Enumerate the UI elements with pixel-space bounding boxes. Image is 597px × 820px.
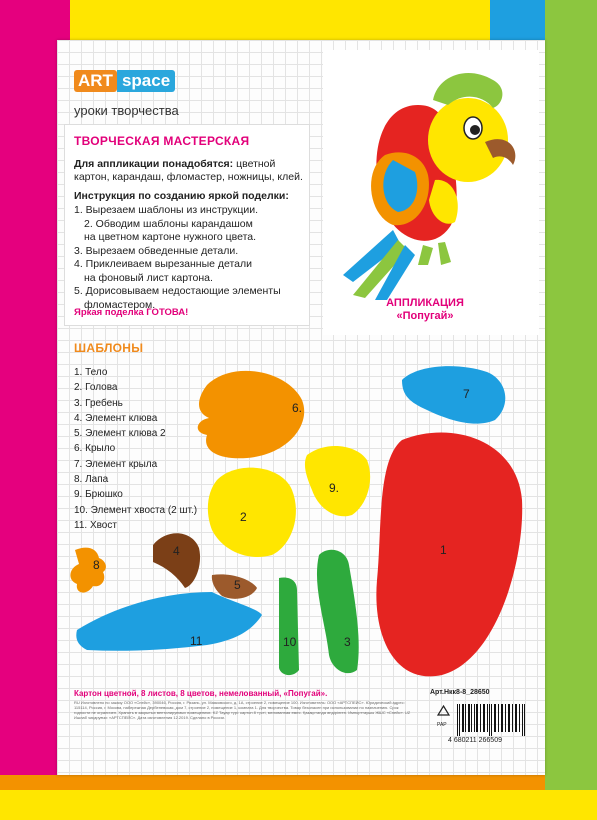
template-item: 1. Тело bbox=[74, 367, 108, 378]
brand-tagline: уроки творчества bbox=[74, 103, 179, 118]
piece-number-9: 9. bbox=[329, 481, 340, 495]
green-sheet bbox=[545, 0, 597, 820]
piece-number-3: 3 bbox=[344, 635, 351, 649]
instruction-step: на фоновый лист картона. bbox=[84, 271, 213, 284]
template-item: 7. Элемент крыла bbox=[74, 458, 158, 470]
piece-number-4: 4 bbox=[173, 544, 180, 558]
materials-list: цветной картон, карандаш, фломастер, ножницы, клей. bbox=[74, 158, 303, 183]
recycle-icon bbox=[436, 704, 451, 730]
svg-text:PAP: PAP bbox=[437, 722, 447, 728]
template-foot bbox=[70, 548, 106, 593]
materials-text bbox=[74, 158, 306, 184]
instruction-step: 2. Обводим шаблоны карандашом bbox=[84, 217, 253, 230]
template-item: 3. Гребень bbox=[74, 397, 123, 409]
template-body bbox=[376, 433, 522, 677]
template-item: 9. Брюшко bbox=[74, 489, 123, 501]
template-item: 11. Хвост bbox=[74, 519, 117, 531]
template-wing bbox=[198, 371, 304, 458]
template-head bbox=[208, 468, 296, 557]
template-item: 5. Элемент клюва 2 bbox=[74, 428, 166, 440]
piece-number-6: 6. bbox=[292, 401, 303, 415]
template-item: 8. Лапа bbox=[74, 474, 109, 486]
article-number: Арт.Нкк8-8_28650 bbox=[430, 689, 490, 696]
brand-logo bbox=[74, 70, 175, 92]
template-item: 10. Элемент хвоста (2 шт.) bbox=[74, 504, 198, 516]
template-item: 2. Голова bbox=[74, 382, 118, 394]
template-item: 4. Элемент клюва bbox=[74, 412, 158, 424]
piece-number-5: 5 bbox=[234, 578, 241, 592]
instruction-step: 3. Вырезаем обведенные детали. bbox=[74, 244, 239, 257]
ready-text: Яркая поделка ГОТОВА! bbox=[74, 307, 189, 318]
piece-number-8: 8 bbox=[93, 558, 100, 572]
barcode-icon bbox=[455, 704, 527, 736]
template-tail bbox=[76, 592, 262, 651]
template-shapes bbox=[57, 340, 545, 685]
template-crest bbox=[317, 550, 359, 673]
instruction-step: 1. Вырезаем шаблоны из инструкции. bbox=[74, 204, 259, 216]
instruction-step: фломастером. bbox=[84, 298, 156, 311]
piece-number-7: 7 bbox=[463, 387, 470, 401]
instruction-step: 4. Приклеиваем вырезанные детали bbox=[74, 258, 253, 270]
logo-art: ART bbox=[74, 70, 117, 92]
parrot-photo bbox=[323, 50, 539, 335]
legal-fine-print: RU Изготовлено по заказу ООО «Спейс», 390046, Россия, г. Рязань, ул. Маяковского, д. 1А, строение 2, помещение 100. Изготовитель: ООО «АРТСПЕЙС». Юридический адрес: 115114, Россия, г. Москва, набережная Дербеневская, дом 7, строение 2, помещение 1, комната 1. Для творчества. Товар безопасен при использовании по назначению. Срок годности не ограничен. Хранить в закрытых вентилируемых помещениях. KZ Тауар түрі: картон 8 түсті, мелованная емес. Қазақстанда өндірілген. Импорттаушы ЖШС «Спейс». UZ Ишлаб чиқарувчи: «АРТСПЕЙС». Дата изготовления 12.2019. Сделано в России. bbox=[74, 700, 411, 720]
templates-title: ШАБЛОНЫ bbox=[74, 341, 144, 355]
template-item: 6. Крыло bbox=[74, 443, 116, 455]
piece-number-10: 10 bbox=[283, 635, 297, 649]
instruction-step: на цветном картоне нужного цвета. bbox=[84, 231, 257, 243]
applique-name: «Попугай» bbox=[396, 310, 454, 322]
applique-label: АППЛИКАЦИЯ bbox=[386, 297, 464, 309]
instruction-step: 5. Дорисовываем недостающие элементы bbox=[74, 285, 281, 297]
barcode-number: 4 680211 266509 bbox=[448, 737, 502, 744]
template-beak bbox=[153, 533, 200, 588]
template-tail-element bbox=[279, 578, 299, 676]
parrot-illustration bbox=[323, 50, 539, 300]
piece-number-11: 11 bbox=[190, 634, 203, 648]
yellow-sheet bbox=[70, 0, 530, 40]
yellow-edge bbox=[0, 790, 597, 820]
applique-title bbox=[365, 297, 485, 323]
logo-space: space bbox=[117, 70, 175, 92]
instructions-list bbox=[74, 204, 306, 312]
workshop-title: ТВОРЧЕСКАЯ МАСТЕРСКАЯ bbox=[74, 134, 250, 148]
template-wing-element bbox=[402, 366, 505, 423]
product-title: Картон цветной, 8 листов, 8 цветов, немелованный, «Попугай». bbox=[74, 689, 328, 698]
piece-number-1: 1 bbox=[440, 543, 447, 557]
instructions-title: Инструкция по созданию яркой поделки: bbox=[74, 190, 289, 202]
piece-number-2: 2 bbox=[240, 510, 247, 524]
materials-label: Для аппликации понадобятся: bbox=[74, 158, 234, 170]
